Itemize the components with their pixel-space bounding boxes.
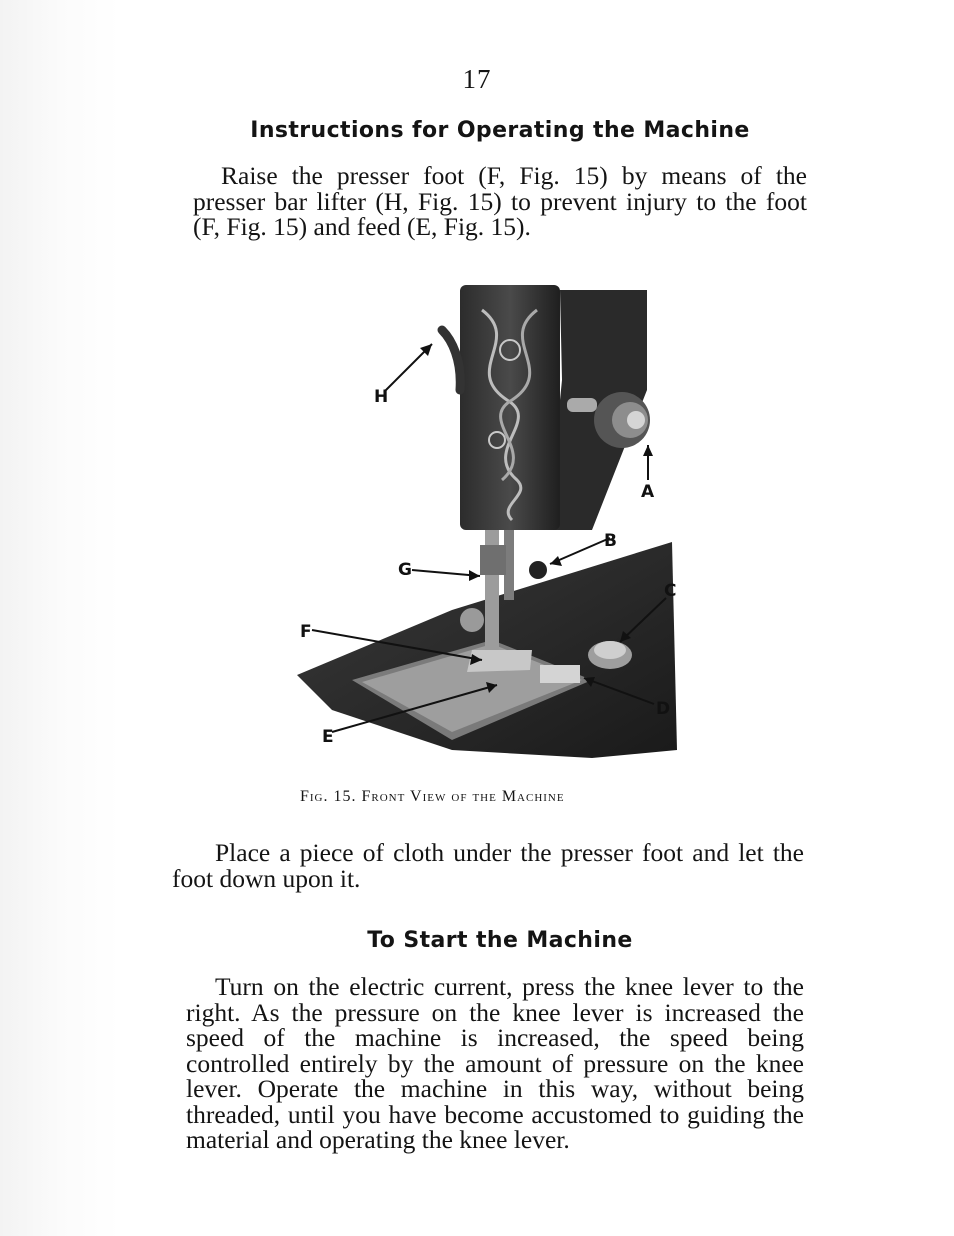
- figure-caption: Fig. 15. Front View of the Machine: [300, 788, 565, 805]
- figure-label-g: G: [398, 560, 412, 580]
- paragraph-start: Turn on the electric current, press the knee lever to the right. As the pressure on the knee lever is increased the speed of the machine is increased, the speed being controlled entirely by the amount of pressure on the knee lever. Operate the machine in this way, without being threaded, until you have become accustomed to guiding the material and operating the knee lever.: [186, 972, 804, 1154]
- figure-label-b: B: [604, 531, 617, 551]
- figure-front-view-machine: [292, 280, 687, 765]
- section-heading-operating: Instructions for Operating the Machine: [250, 118, 750, 143]
- figure-label-d: D: [656, 699, 671, 719]
- page-number: 17: [462, 64, 492, 94]
- figure-label-h: H: [374, 387, 389, 407]
- paragraph-cloth: Place a piece of cloth under the presser foot and let the foot down upon it.: [172, 838, 804, 893]
- section-heading-start: To Start the Machine: [367, 928, 633, 953]
- figure-label-e: E: [322, 727, 334, 747]
- paragraph-operating: Raise the presser foot (F, Fig. 15) by means of the presser bar lifter (H, Fig. 15) to prevent injury to the foot (F, Fig. 15) and feed (E, Fig. 15).: [193, 161, 807, 241]
- figure-label-c: C: [664, 581, 677, 601]
- sewing-machine-illustration: [292, 280, 687, 765]
- figure-label-a: A: [641, 482, 655, 502]
- figure-label-f: F: [300, 622, 312, 642]
